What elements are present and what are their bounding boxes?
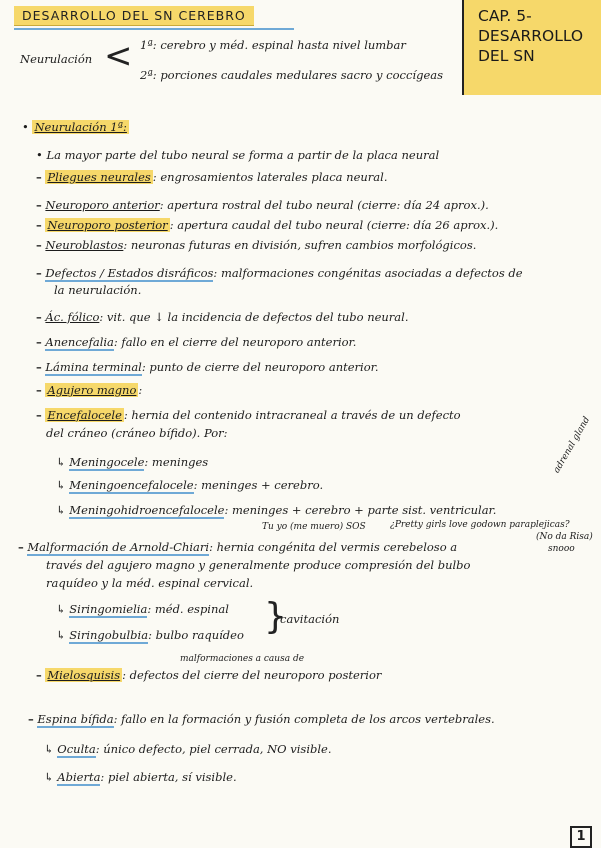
branch-brace: < [104,36,133,76]
side-note: (No da Risa) [536,532,593,542]
list-item: – Pliegues neurales : engrosamientos laterales placa neural. [36,170,388,184]
chapter-box [462,0,601,95]
chapter-line-2: DESARROLLO [478,27,584,45]
list-item-continued: del cráneo (cráneo bífido). Por: [46,426,228,440]
list-item-continued: la neurulación. [54,283,142,297]
list-item: – Lámina terminal: punto de cierre del neuroporo anterior. [36,360,379,374]
chapter-line-1: CAP. 5- [478,7,532,25]
sub-item: ↳ Meningohidroencefalocele: meninges + cerebro + parte sist. ventricular. [56,503,497,517]
side-note: malformaciones a causa de [180,654,305,664]
sub-item: ↳ Meningocele: meninges [56,455,209,469]
margin-note: adrenal gland [552,415,593,475]
cavitacion-note: cavitación [280,612,340,626]
first-neurulation: 1ª: cerebro y méd. espinal hasta nivel lumbar [140,38,406,52]
sub-item: ↳ Siringomielia: méd. espinal [56,602,229,616]
sub-item: ↳ Meningoencefalocele: meninges + cerebro. [56,478,324,492]
list-item: • La mayor parte del tubo neural se forma a partir de la placa neural [36,148,440,162]
page-title: DESARROLLO DEL SN CEREBRO [14,6,254,26]
neurulacion-label: Neurulación [20,52,93,66]
title-underline [14,28,294,30]
sub-item: ↳ Abierta: piel abierta, sí visible. [44,770,237,784]
syringo-brace: } [264,596,287,637]
list-item-continued: través del agujero magno y generalmente produce compresión del bulbo [46,558,471,572]
list-item: – Defectos / Estados disráficos: malformaciones congénitas asociadas a defectos de [36,266,523,280]
list-item-continued: raquídeo y la méd. espinal cervical. [46,576,254,590]
list-item: – Neuroporo posterior : apertura caudal del tubo neural (cierre: día 26 aprox.). [36,218,499,232]
list-item: – Mielosquisis : defectos del cierre del neuroporo posterior [36,668,382,682]
list-item: – Ác. fólico: vit. que ↓ la incidencia de defectos del tubo neural. [36,310,409,324]
list-item: – Espina bífida: fallo en la formación y fusión completa de los arcos vertebrales. [28,712,495,726]
list-item: – Neuroblastos: neuronas futuras en división, sufren cambios morfológicos. [36,238,477,252]
list-item: – Encefalocele : hernia del contenido intracraneal a través de un defecto [36,408,461,422]
list-item: – Agujero magno : [36,383,143,397]
section-heading: • Neurulación 1ª: [22,120,127,134]
sub-item: ↳ Siringobulbia: bulbo raquídeo [56,628,244,642]
side-note: ¿Pretty girls love godown paraplejicas? [390,520,570,530]
chapter-line-3: DEL SN [478,47,535,65]
sub-item: ↳ Oculta: único defecto, piel cerrada, NO visible. [44,742,332,756]
list-item: – Neuroporo anterior: apertura rostral del tubo neural (cierre: día 24 aprox.). [36,198,489,212]
page-number: 1 [570,826,592,848]
side-note: Tu yo (me muero) SOS [262,522,366,532]
side-note: snooo [548,544,575,554]
second-neurulation: 2ª: porciones caudales medulares sacro y coccígeas [140,68,444,82]
list-item: – Malformación de Arnold-Chiari: hernia congénita del vermis cerebeloso a [18,540,458,554]
list-item: – Anencefalia: fallo en el cierre del neuroporo anterior. [36,335,357,349]
